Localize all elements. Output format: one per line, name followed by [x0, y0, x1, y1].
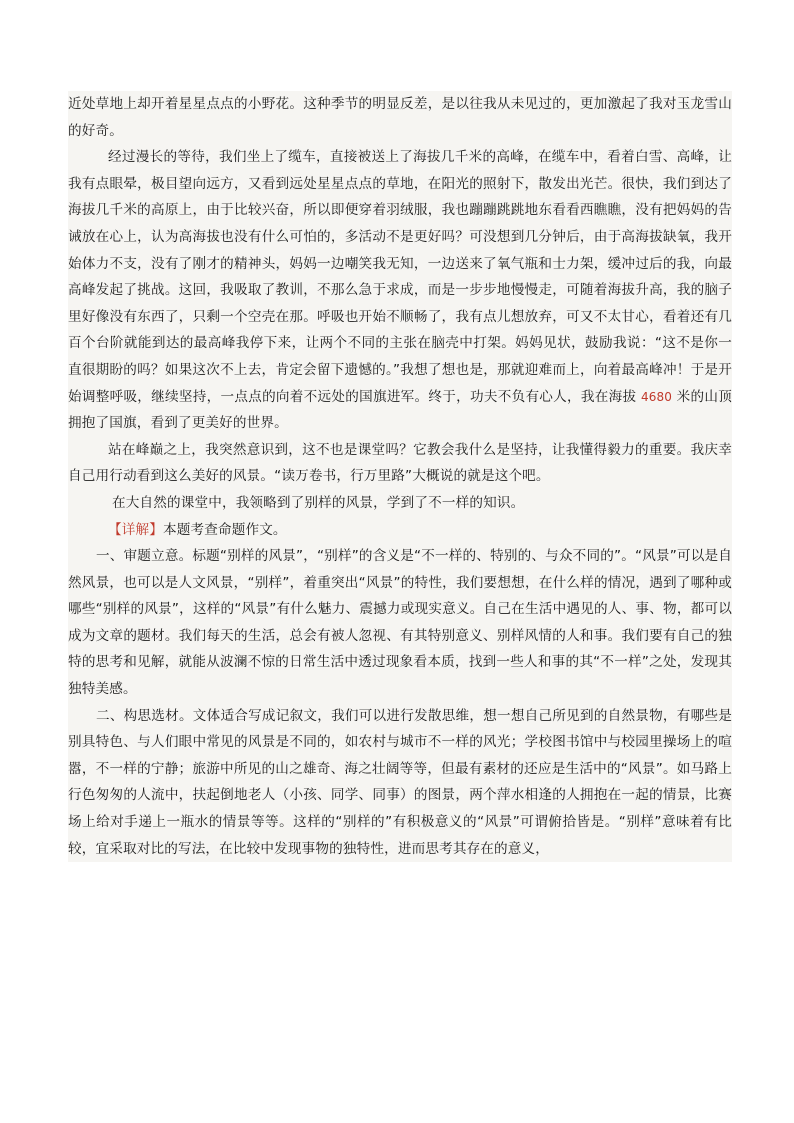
essay-paragraph-2-text: 经过漫长的等待，我们坐上了缆车，直接被送上了海拔几千米的高峰，在缆车中，看着白雪、高峰，让我有点眼晕，极目望向远方，又看到远处星星点点的草地，在阳光的照射下，散发出光芒。很快，我们到达了海拔几千米的高原上，由于比较兴奋，所以即便穿着羽绒服，我也蹦蹦跳跳地东看看西瞧瞧，没有把妈妈的告诫放在心上，认为高海拔也没有什么可怕的，多活动不是更好吗？可没想到几分钟后，由于高海拔缺氧，我开始体力不支，没有了刚才的精神头，妈妈一边嘲笑我无知，一边送来了氧气瓶和士力架，缓冲过后的我，向最高峰发起了挑战。这回，我吸取了教训，不那么急于求成，而是一步步地慢慢走，可随着海拔升高，我的脑子里好像没有东西了，只剩一个空壳在那。呼吸也开始不顺畅了，我有点儿想放弃，可又不太甘心，看着还有几百个台阶就能到达的最高峰我停下来，让两个不同的主张在脑壳中打架。妈妈见状，鼓励我说：“这不是你一直很期盼的吗？如果这次不上去，肯定会留下遗憾的。”我想了想也是，那就迎难而上，向着最高峰冲！于是开始调整呼吸，继续坚持，一点点的向着不远处的国旗进军。终于，功夫不负有心人，我在海拔: [68, 149, 732, 405]
essay-paragraph-4: 在大自然的课堂中，我领略到了别样的风景，学到了不一样的知识。: [112, 494, 525, 511]
essay-paragraph-2: [68, 144, 732, 437]
analysis-paragraph-2: 二、构思选材。文体适合写成记叙文，我们可以进行发散思维，想一想自己所见到的自然景物，有哪些是别具特色、与人们眼中常见的风景是不同的，如农村与城市不一样的风光；学校图书馆中与校园里操场上的喧嚣，不一样的宁静；旅游中所见的山之雄奇、海之壮阔等等，但最有素材的还应是生活中的“风景”。如马路上行色匆匆的人流中，扶起倒地老人（小孩、同学、同事）的图景，两个萍水相逢的人拥抱在一起的情景，比赛场上给对手递上一瓶水的情景等等。这样的“别样的”有积极意义的“风景”可谓俯拾皆是。“别样”意味着有比较，宜采取对比的写法，在比较中发现事物的独特性，进而思考其存在的意义，: [68, 707, 732, 857]
essay-paragraph-1: 近处草地上却开着星星点点的小野花。这种季节的明显反差，是以往我从未见过的，更加激起了我对玉龙雪山的好奇。: [68, 96, 732, 139]
altitude-number: 4680: [640, 389, 673, 404]
analysis-tag: 【详解】: [108, 521, 163, 538]
document-body: [68, 91, 732, 862]
essay-paragraph-3: 站在峰巅之上，我突然意识到，这不也是课堂吗？它教会我什么是坚持，让我懂得毅力的重要。我庆幸自己用行动看到这么美好的风景。“读万卷书，行万里路”大概说的就是这个吧。: [68, 441, 732, 485]
essay-paragraph-2-end: 米的山顶拥抱了国旗，看到了更美好的世界。: [68, 388, 732, 432]
analysis-intro: 本题考查命题作文。: [162, 521, 287, 538]
analysis-paragraph-1: 一、审题立意。标题“别样的风景”，“别样”的含义是“不一样的、特别的、与众不同的”。“风景”可以是自然风景，也可以是人文风景，“别样”，着重突出“风景”的特性，我们要想想，在什么样的情况，遇到了哪种或哪些“别样的风景”，这样的“风景”有什么魅力、震撼力或现实意义。自己在生活中遇见的人、事、物，都可以成为文章的题材。我们每天的生活，总会有被人忽视、有其特别意义、别样风情的人和事。我们要有自己的独特的思考和见解，就能从波澜不惊的日常生活中透过现象看本质，找到一些人和事的其“不一样”之处，发现其独特美感。: [68, 548, 732, 698]
analysis-heading: [68, 517, 732, 544]
